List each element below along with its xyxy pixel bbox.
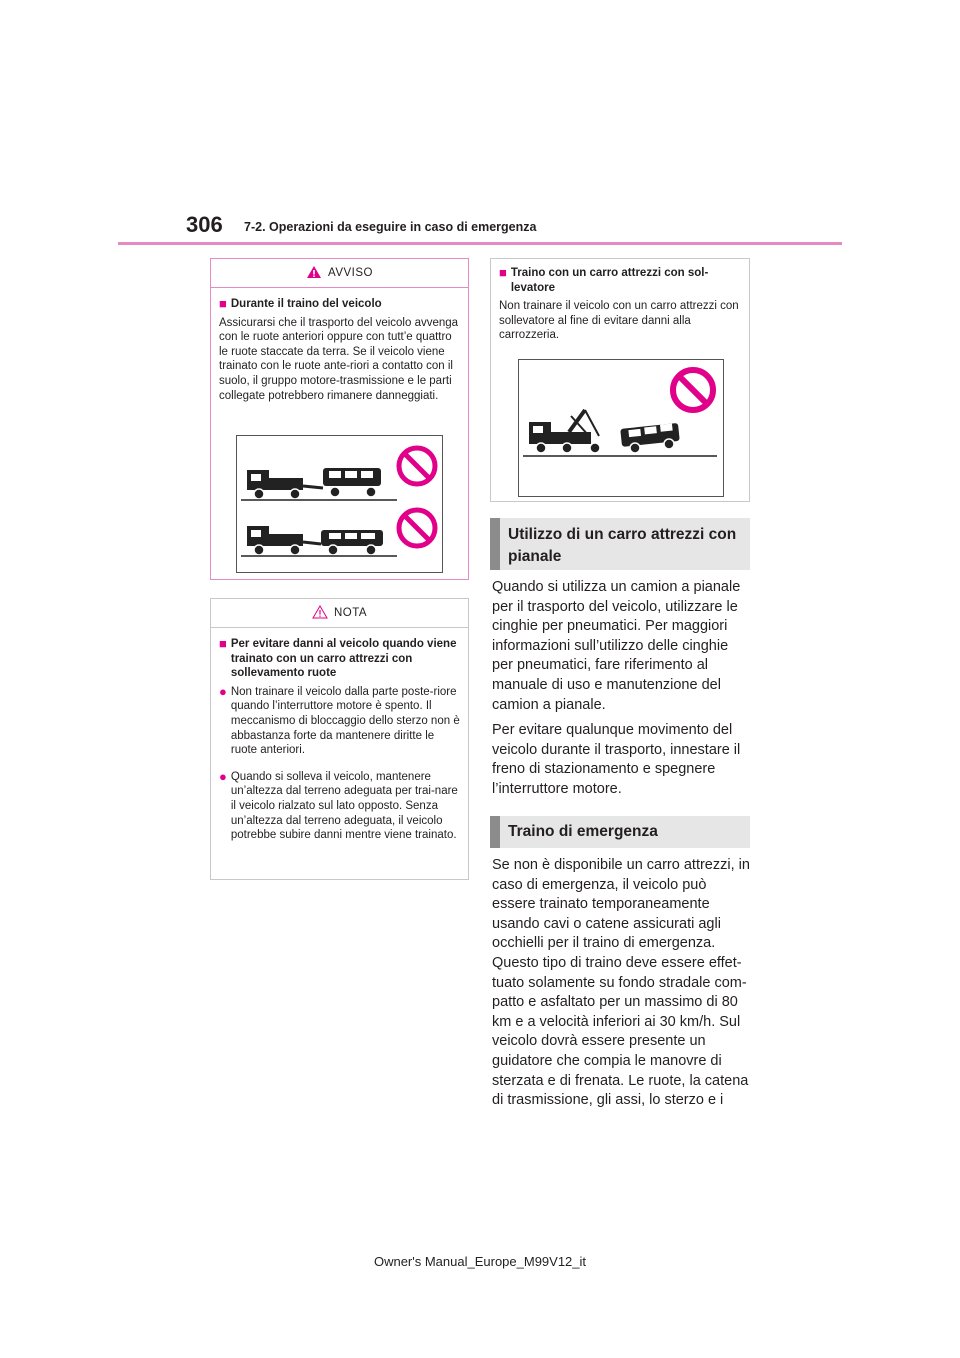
square-bullet-icon: ■ [219,636,227,651]
prohibited-icon [673,370,713,410]
list-item [219,685,460,758]
pianale-paragraph: Quando si utilizza un camion a pianale per il trasporto del veicolo, utilizzare le cinghie per pneumatici. Per maggiori informazioni sull’utilizzo delle cinghie per pneumatici, fare riferimento al manuale di uso e manutenzione del camion a pianale. [492,579,741,713]
round-bullet-icon: ● [219,683,227,699]
prohibited-icon [399,510,435,546]
square-bullet-icon: ■ [219,296,227,311]
list-item-text: Non trainare il veicolo dalla parte poste-riore quando l’interruttore motore è spento. Il meccanismo di bloccaggio dello sterzo non è abbastanza forte da mantenere diritte le ruote anteriori. [230,685,460,757]
round-bullet-icon: ● [219,768,227,784]
prohibited-icon [399,448,435,484]
avviso-header [211,259,468,288]
list-item [219,770,460,843]
avviso-heading-text: Durante il traino del veicolo [230,298,382,310]
nota-label: NOTA [333,607,368,619]
square-bullet-icon: ■ [499,265,507,280]
towing-prohibited-figure [236,435,443,573]
page-number: 306 [186,212,223,237]
sollevatore-heading-text: Traino con un carro attrezzi con sol-levatore [510,267,709,294]
wheel-lift-prohibited-figure [518,359,724,497]
emergenza-heading: Traino di emergenza [490,816,750,848]
avviso-text: Assicurarsi che il trasporto del veicolo avvenga con le ruote anteriori oppure con tutt’e quattro le ruote staccate da terra. Se il veicolo viene trainato con le ruote ante-riori a contatto con il suolo, il gruppo motore-trasmissione e le parti collegate potrebbero rimanere danneggiati. [219,316,459,402]
list-item-text: Quando si solleva il veicolo, mantenere un’altezza dal terreno adeguata per trai-nare il veicolo rialzato sul lato opposto. Senza un’altezza dal terreno adeguata, il veicolo potrebbe subire danni mentre viene trainato. [230,770,458,842]
section-title: 7-2. Operazioni da eseguire in caso di emergenza [244,220,537,234]
sollevatore-box [490,258,750,502]
avviso-label: AVVISO [328,267,373,279]
nota-heading-text: Per evitare danni al veicolo quando viene trainato con un carro attrezzi con sollevamento ruote [230,638,457,680]
emergenza-paragraph: Se non è disponibile un carro attrezzi, in caso di emergenza, il veicolo può essere trainato temporaneamente usando cavi o catene assicurati agli occhielli per il traino di emergenza. Questo tipo di traino deve essere effet-tuato solamente su fondo stradale com-patto e asfaltato per un massimo di 80 km e a velocità inferiori ai 30 km/h. Sul veicolo dovrà essere presente un guidatore che compia le manovre di sterzata e di frenata. Le ruote, la catena di trasmissione, gli assi, lo sterzo e i [492,857,750,1109]
nota-header [211,599,468,628]
warning-triangle-icon [306,265,322,282]
tow-truck-illustration [241,468,397,500]
footer: Owner's Manual_Europe_M99V12_it [373,1254,587,1269]
avviso-box [210,258,469,580]
emergenza-body [492,856,752,1117]
pianale-heading: Utilizzo di un carro attrezzi con pianale [490,518,750,570]
sollevatore-text: Non trainare il veicolo con un carro attrezzi con sollevatore al fine di evitare danni alla carrozzeria. [499,300,739,342]
nota-heading [219,637,460,681]
caution-triangle-icon [312,605,328,622]
wheel-lift-truck-illustration [523,410,717,456]
nota-box [210,598,469,880]
header-rule [118,242,842,245]
pianale-body [492,578,752,806]
pianale-paragraph: Per evitare qualunque movimento del veicolo durante il trasporto, innestare il freno di stazionamento e spegnere l’interruttore motore. [492,722,741,797]
sollevatore-heading [499,266,741,295]
avviso-heading [219,297,460,312]
tow-truck-illustration [241,526,397,556]
